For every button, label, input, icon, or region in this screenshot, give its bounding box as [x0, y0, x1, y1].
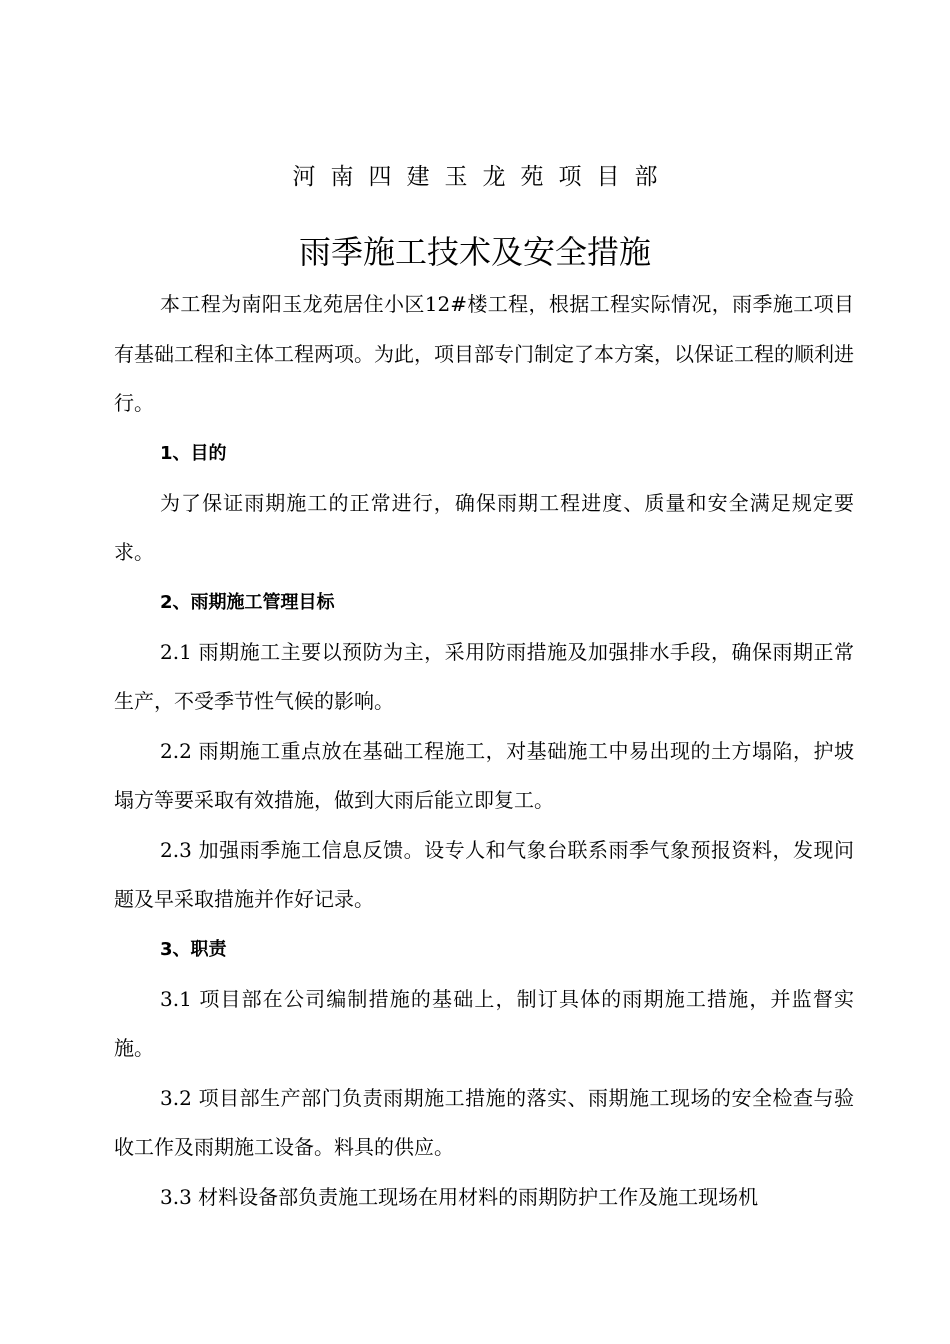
intro-paragraph: 本工程为南阳玉龙苑居住小区12#楼工程，根据工程实际情况，雨季施工项目有基础工程和主体工程两项。为此，项目部专门制定了本方案，以保证工程的顺利进行。 [114, 292, 854, 415]
document-title: 雨季施工技术及安全措施 [298, 233, 651, 271]
section-management-goals [114, 578, 854, 925]
document-body [114, 280, 854, 1222]
section-heading: 2、雨期施工管理目标 [160, 591, 335, 613]
section-heading: 3、职责 [160, 938, 227, 960]
section-paragraph: 3.1 项目部在公司编制措施的基础上，制订具体的雨期施工措施，并监督实施。 [114, 986, 854, 1060]
section-paragraph: 2.2 雨期施工重点放在基础工程施工，对基础施工中易出现的土方塌陷，护坡塌方等要采取有效措施，做到大雨后能立即复工。 [114, 738, 854, 812]
section-purpose [114, 429, 854, 578]
section-paragraph: 3.2 项目部生产部门负责雨期施工措施的落实、雨期施工现场的安全检查与验收工作及雨期施工设备。料具的供应。 [114, 1085, 854, 1159]
section-paragraph: 2.1 雨期施工主要以预防为主，采用防雨措施及加强排水手段，确保雨期正常生产，不受季节性气候的影响。 [114, 639, 854, 713]
section-paragraph: 2.3 加强雨季施工信息反馈。设专人和气象台联系雨季气象预报资料，发现问题及早采取措施并作好记录。 [114, 837, 854, 911]
section-responsibilities [114, 925, 854, 1223]
org-header: 河南四建玉龙苑项目部 [292, 164, 673, 190]
section-paragraph: 为了保证雨期施工的正常进行，确保雨期工程进度、质量和安全满足规定要求。 [114, 490, 854, 564]
section-heading: 1、目的 [160, 442, 227, 464]
section-paragraph: 3.3 材料设备部负责施工现场在用材料的雨期防护工作及施工现场机 [160, 1184, 759, 1209]
